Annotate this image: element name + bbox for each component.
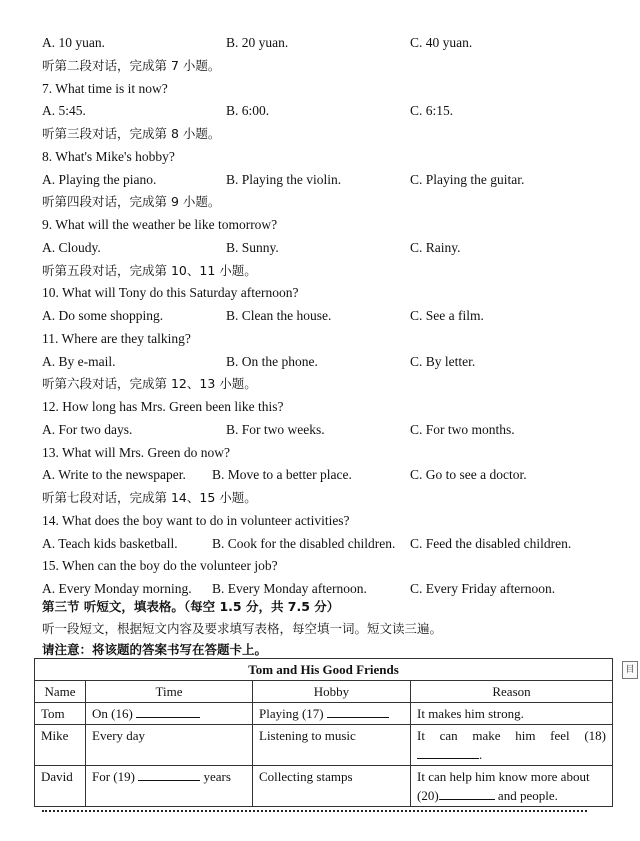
cell-hobby [253,703,411,725]
cell-name: Tom [35,703,86,725]
option-b: B. 20 yuan. [226,35,289,50]
cell-time-text: On (16) [92,706,133,721]
question-text: 10. What will Tony do this Saturday afternoon? [42,285,299,300]
cell-hobby: Collecting stamps [253,766,411,807]
answer-options [42,421,632,439]
option-a: A. 5:45. [42,103,86,118]
cell-reason [411,766,613,807]
option-a: A. Playing the piano. [42,172,157,187]
cell-name: David [35,766,86,807]
answer-options [42,239,632,257]
cell-time: Every day [86,725,253,766]
table-title: Tom and His Good Friends [35,659,613,681]
section-instruction-line: 听第六段对话，完成第 12、13 小题。 [42,376,257,391]
option-b: B. Move to a better place. [212,467,352,482]
answer-options [42,307,632,325]
table-row-tom [35,703,613,725]
question-text: 13. What will Mrs. Green do now? [42,445,230,460]
fill-in-table [34,658,613,807]
option-b: B. Cook for the disabled children. [212,536,396,551]
option-b: B. Every Monday afternoon. [212,581,367,596]
comment-icon[interactable]: 目 [622,661,638,679]
section-instruction-line: 听第五段对话，完成第 10、11 小题。 [42,263,257,278]
blank-19 [138,767,200,781]
cell-reason-line2: . [417,745,606,764]
option-c: C. By letter. [410,354,476,369]
cell-reason-line1: It can help him know more about [417,769,590,784]
blank-17 [327,704,389,718]
section-instruction-line: 听第四段对话，完成第 9 小题。 [42,194,221,209]
option-b: B. Clean the house. [226,308,332,323]
section-instruction-line: 听第三段对话，完成第 8 小题。 [42,126,221,141]
question-text: 11. Where are they talking? [42,331,191,346]
answer-options [42,353,632,371]
option-a: A. 10 yuan. [42,35,105,50]
cell-hobby: Listening to music [253,725,411,766]
cell-reason: It makes him strong. [411,703,613,725]
option-a: A. Write to the newspaper. [42,467,186,482]
option-c: C. Rainy. [410,240,461,255]
option-a: A. By e-mail. [42,354,116,369]
section-heading: 第三节 听短文，填表格。（每空 1.5 分，共 7.5 分） [42,599,340,614]
question-text: 14. What does the boy want to do in volunteer activities? [42,513,350,528]
option-c: C. Go to see a doctor. [410,467,527,482]
answer-options [42,466,632,484]
section-instruction-line: 听第二段对话，完成第 7 小题。 [42,58,221,73]
option-a: A. For two days. [42,422,133,437]
question-text: 8. What's Mike's hobby? [42,149,175,164]
table-header-row [35,681,613,703]
cell-reason-line1: It can make him feel (18) [417,728,607,743]
option-b: B. For two weeks. [226,422,325,437]
option-b: B. On the phone. [226,354,318,369]
cell-reason-line2: (20) and people. [417,788,558,803]
header-reason: Reason [411,681,613,703]
option-a: A. Cloudy. [42,240,101,255]
option-b: B. Sunny. [226,240,279,255]
question-text: 15. When can the boy do the volunteer job? [42,558,278,573]
blank-16 [136,704,200,718]
cell-reason [411,725,613,766]
option-c: C. Playing the guitar. [410,172,525,187]
table-row-david [35,766,613,807]
table-row-mike [35,725,613,766]
answer-options [42,34,632,52]
blank-18 [417,745,479,759]
option-a: A. Teach kids basketball. [42,536,178,551]
question-text: 7. What time is it now? [42,81,168,96]
section-instruction: 听一段短文，根据短文内容及要求填写表格，每空填一词。短文读三遍。 [42,621,443,636]
cut-line-divider [42,810,587,814]
cell-hobby-text: Playing (17) [259,706,324,721]
question-text: 9. What will the weather be like tomorrow? [42,217,278,232]
option-a: A. Every Monday morning. [42,581,192,596]
header-name: Name [35,681,86,703]
cell-time [86,703,253,725]
section-instruction-line: 听第七段对话，完成第 14、15 小题。 [42,490,257,505]
blank-20 [439,786,495,800]
header-hobby: Hobby [253,681,411,703]
option-c: C. For two months. [410,422,515,437]
cell-name: Mike [35,725,86,766]
option-b: B. Playing the violin. [226,172,342,187]
option-c: C. Feed the disabled children. [410,536,572,551]
answer-options [42,171,632,189]
option-c: C. Every Friday afternoon. [410,581,556,596]
question-text: 12. How long has Mrs. Green been like this? [42,399,284,414]
option-c: C. 6:15. [410,103,454,118]
option-c: C. See a film. [410,308,484,323]
section-notice: 请注意：将该题的答案书写在答题卡上。 [42,642,268,657]
cell-time: For (19) years [86,766,253,807]
option-b: B. 6:00. [226,103,270,118]
option-a: A. Do some shopping. [42,308,164,323]
answer-options [42,535,632,553]
header-time: Time [86,681,253,703]
option-c: C. 40 yuan. [410,35,473,50]
answer-options [42,580,632,598]
answer-options [42,102,632,120]
